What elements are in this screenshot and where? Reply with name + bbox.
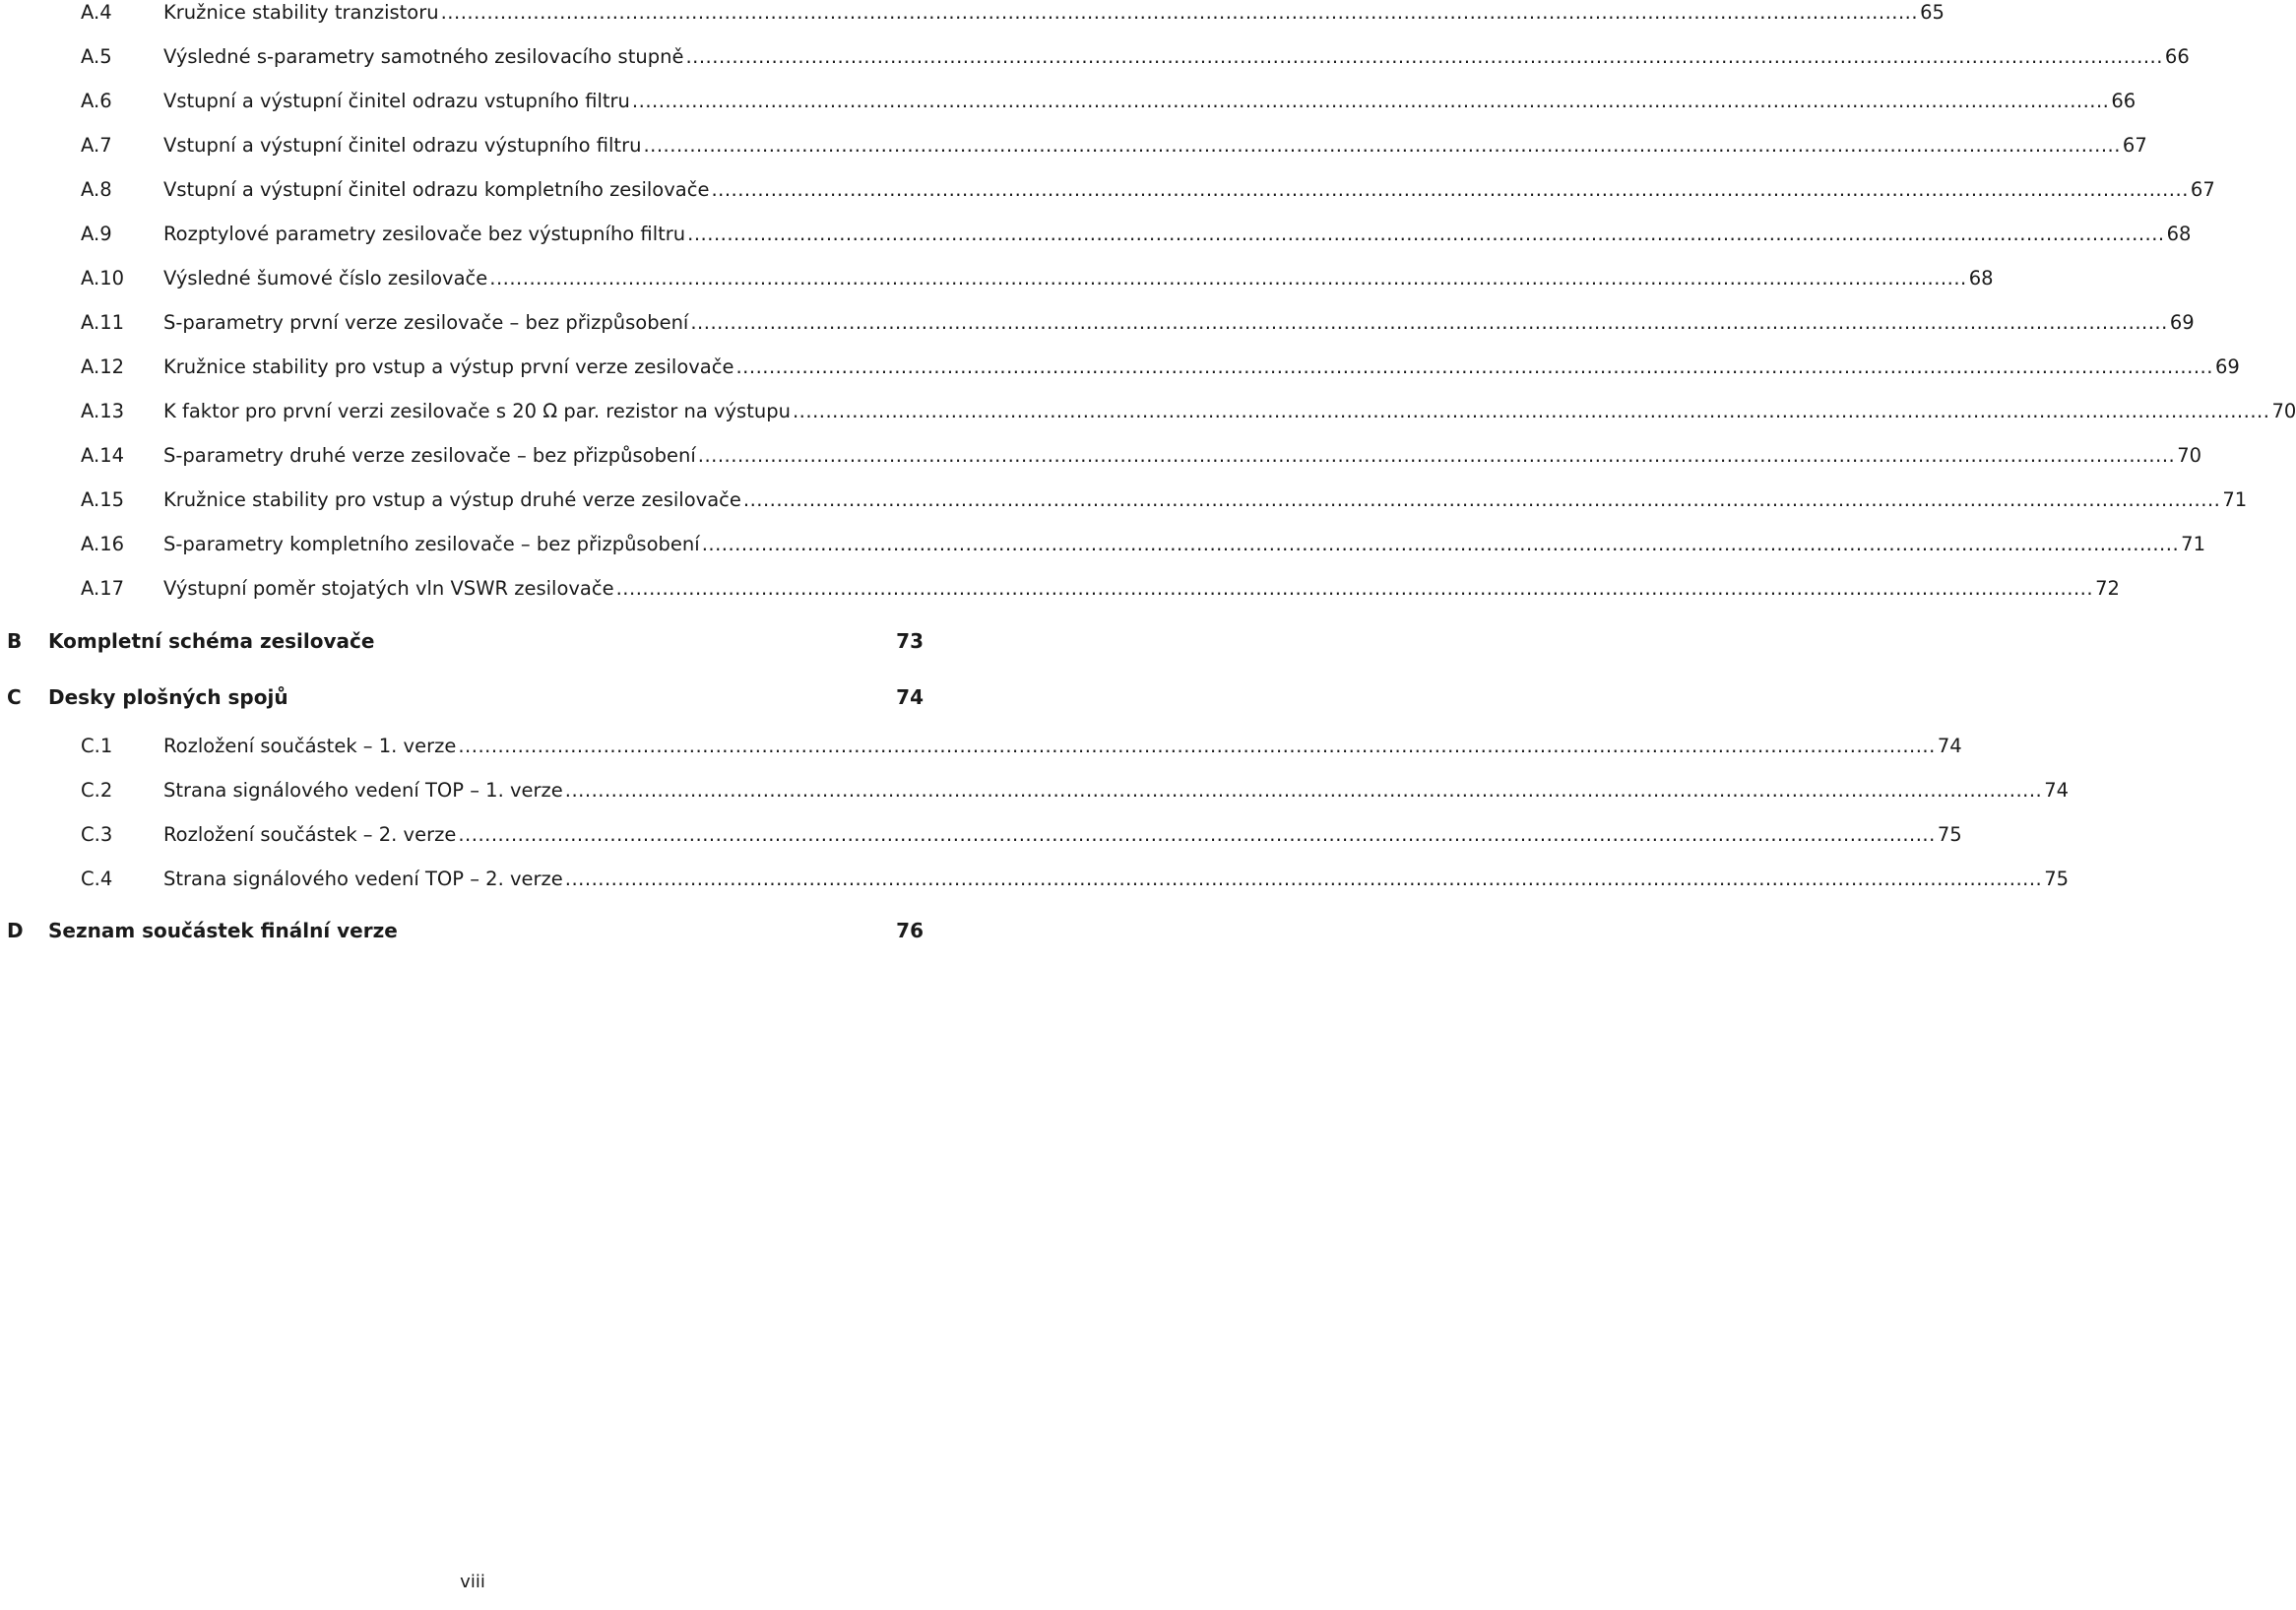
page-number-footer: viii: [460, 1572, 485, 1592]
entry-title: Strana signálového vedení TOP – 2. verze: [163, 868, 563, 890]
entry-page: 68: [1968, 267, 1994, 290]
entry-title: S-parametry druhé verze zesilovače – bez přizpůsobení: [163, 444, 696, 467]
entry-title: S-parametry první verze zesilovače – bez přizpůsobení: [163, 311, 689, 334]
entry-page: 71: [2222, 488, 2248, 511]
dot-leader: [458, 724, 1935, 769]
entry-title: Výsledné s-parametry samotného zesilovacího stupně: [163, 45, 684, 68]
entry-page: 67: [2122, 134, 2147, 157]
dot-leader: [698, 433, 2175, 479]
entry-page: 66: [2164, 45, 2190, 68]
entry-title: Kružnice stability pro vstup a výstup první verze zesilovače: [163, 355, 734, 378]
entry-page: 68: [2166, 223, 2192, 245]
entry-title: K faktor pro první verzi zesilovače s 20 Ω par. rezistor na výstupu: [163, 400, 791, 422]
dot-leader: [565, 857, 2042, 902]
dot-leader: [441, 0, 1918, 35]
dot-leader: [711, 167, 2188, 213]
entry-number: A.6: [81, 90, 112, 112]
toc-chapter-c[interactable]: [0, 675, 945, 720]
entry-number: A.12: [81, 355, 125, 378]
dot-leader: [632, 79, 2109, 124]
toc-entry-a12[interactable]: [0, 345, 2240, 390]
entry-title: S-parametry kompletního zesilovače – bez přizpůsobení: [163, 533, 700, 555]
toc-entry-a9[interactable]: [0, 212, 2192, 257]
entry-title: Výsledné šumové číslo zesilovače: [163, 267, 488, 290]
entry-page: 66: [2111, 90, 2137, 112]
chapter-page: 74: [896, 685, 924, 709]
entry-page: 67: [2190, 178, 2215, 201]
toc-entry-a14[interactable]: [0, 433, 2202, 479]
dot-leader: [458, 812, 1935, 858]
entry-title: Výstupní poměr stojatých vln VSWR zesilovače: [163, 577, 614, 600]
entry-title: Rozptylové parametry zesilovače bez výstupního filtru: [163, 223, 686, 245]
entry-number: A.4: [81, 1, 112, 24]
chapter-page: 76: [896, 919, 924, 942]
entry-page: 69: [2169, 311, 2195, 334]
toc-entry-c3[interactable]: [0, 812, 1962, 858]
chapter-number: C: [7, 685, 22, 709]
entry-page: 70: [2271, 400, 2296, 422]
dot-leader: [643, 123, 2120, 168]
entry-number: A.11: [81, 311, 125, 334]
entry-page: 74: [2044, 779, 2070, 802]
entry-title: Rozložení součástek – 2. verze: [163, 823, 457, 846]
entry-title: Kružnice stability tranzistoru: [163, 1, 439, 24]
entry-page: 65: [1920, 1, 1945, 24]
entry-number: A.16: [81, 533, 125, 555]
toc-chapter-b[interactable]: [0, 618, 945, 664]
dot-leader: [565, 768, 2042, 813]
dot-leader: [793, 389, 2269, 434]
toc-entry-a5[interactable]: [0, 34, 2190, 80]
chapter-number: D: [7, 919, 24, 942]
toc-entry-a10[interactable]: [0, 256, 1994, 301]
entry-number: A.14: [81, 444, 125, 467]
entry-number: A.17: [81, 577, 125, 600]
entry-number: C.1: [81, 735, 113, 757]
entry-page: 70: [2177, 444, 2202, 467]
entry-number: C.3: [81, 823, 113, 846]
dot-leader: [690, 300, 2167, 346]
entry-number: A.13: [81, 400, 125, 422]
entry-page: 74: [1937, 735, 1962, 757]
toc-entry-a11[interactable]: [0, 300, 2195, 346]
dot-leader: [702, 522, 2179, 567]
toc-entry-c2[interactable]: [0, 768, 2070, 813]
entry-title: Kružnice stability pro vstup a výstup druhé verze zesilovače: [163, 488, 741, 511]
entry-title: Vstupní a výstupní činitel odrazu vstupního filtru: [163, 90, 630, 112]
dot-leader: [687, 212, 2164, 257]
entry-title: Vstupní a výstupní činitel odrazu výstupního filtru: [163, 134, 642, 157]
entry-page: 69: [2214, 355, 2240, 378]
entry-number: A.15: [81, 488, 125, 511]
toc-entry-a6[interactable]: [0, 79, 2137, 124]
entry-page: 75: [2044, 868, 2070, 890]
dot-leader: [735, 345, 2212, 390]
entry-number: C.4: [81, 868, 113, 890]
dot-leader: [743, 478, 2220, 523]
entry-number: A.9: [81, 223, 112, 245]
dot-leader: [616, 566, 2093, 612]
toc-entry-a13[interactable]: [0, 389, 2296, 434]
entry-number: A.8: [81, 178, 112, 201]
toc-entry-c1[interactable]: [0, 724, 1962, 769]
entry-number: A.7: [81, 134, 112, 157]
toc-chapter-d[interactable]: [0, 908, 945, 953]
toc-entry-a15[interactable]: [0, 478, 2248, 523]
entry-title: Strana signálového vedení TOP – 1. verze: [163, 779, 563, 802]
toc-entry-a4[interactable]: [0, 0, 1945, 35]
entry-number: A.5: [81, 45, 112, 68]
entry-title: Rozložení součástek – 1. verze: [163, 735, 457, 757]
entry-title: Vstupní a výstupní činitel odrazu kompletního zesilovače: [163, 178, 710, 201]
entry-page: 75: [1937, 823, 1962, 846]
entry-page: 72: [2095, 577, 2120, 600]
toc-entry-a8[interactable]: [0, 167, 2215, 213]
chapter-title: Seznam součástek finální verze: [48, 919, 398, 942]
toc-entry-c4[interactable]: [0, 857, 2070, 902]
toc-entry-a16[interactable]: [0, 522, 2205, 567]
entry-number: A.10: [81, 267, 125, 290]
dot-leader: [685, 34, 2162, 80]
entry-number: C.2: [81, 779, 113, 802]
toc-entry-a7[interactable]: [0, 123, 2147, 168]
chapter-page: 73: [896, 629, 924, 653]
entry-page: 71: [2181, 533, 2205, 555]
toc-entry-a17[interactable]: [0, 566, 2120, 612]
chapter-title: Kompletní schéma zesilovače: [48, 629, 375, 653]
dot-leader: [489, 256, 1966, 301]
chapter-title: Desky plošných spojů: [48, 685, 288, 709]
chapter-number: B: [7, 629, 23, 653]
